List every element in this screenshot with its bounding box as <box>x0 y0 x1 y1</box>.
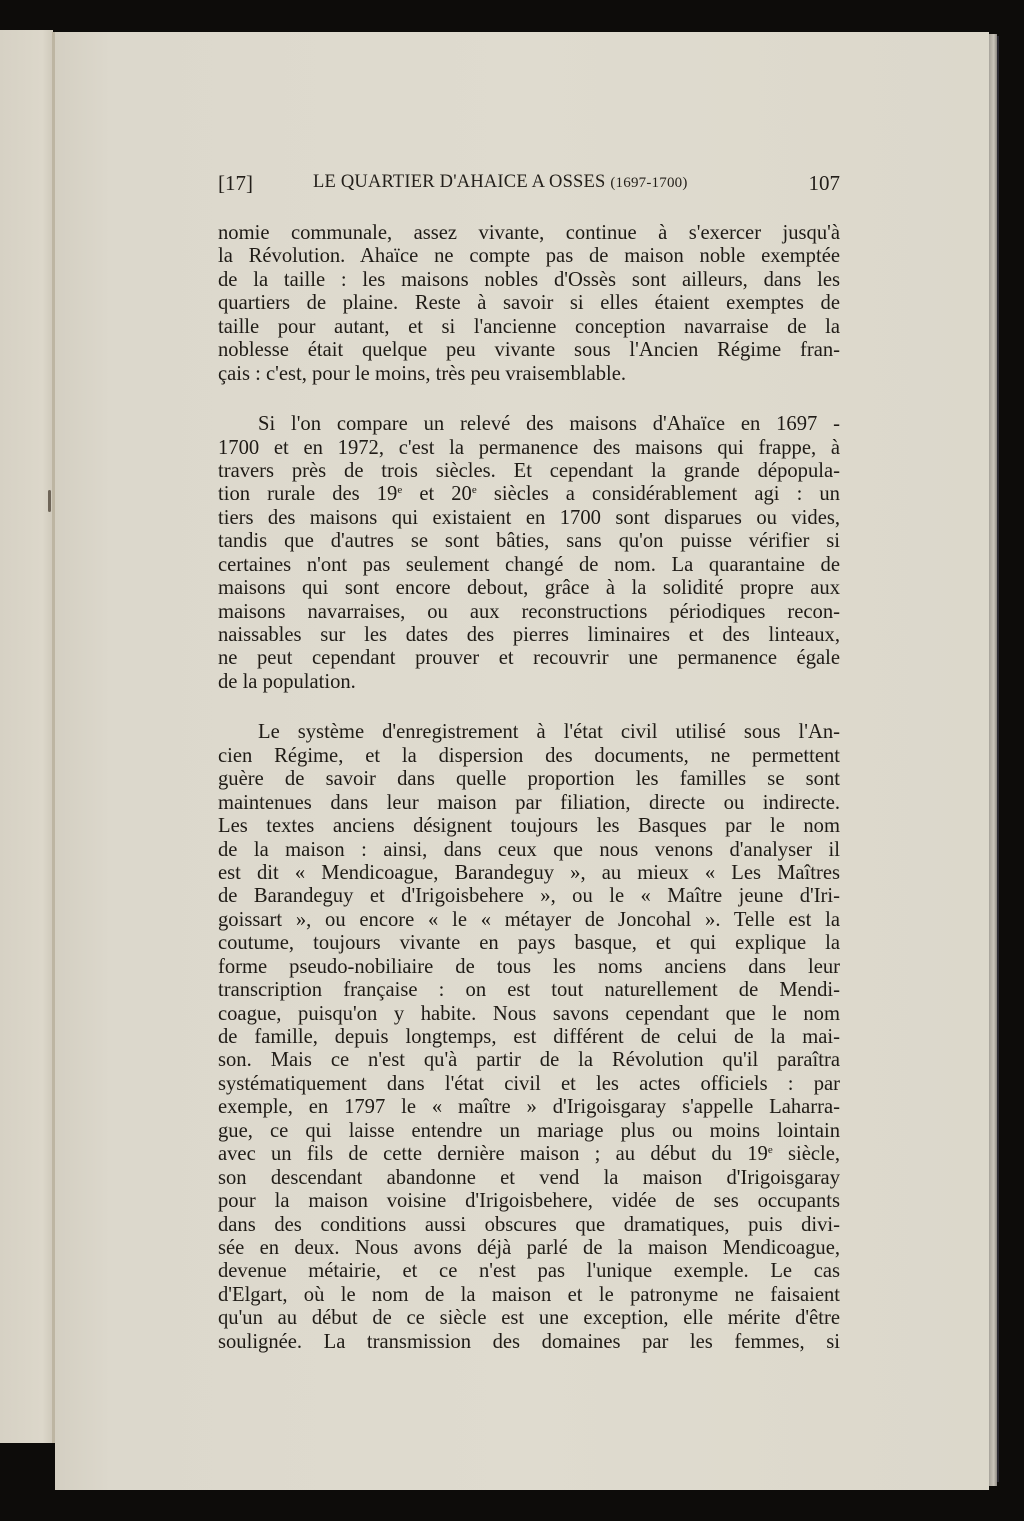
text-line: 1700 et en 1972, c'est la permanence des maisons qui frappe, à <box>218 436 840 459</box>
paragraph-gap <box>218 386 840 413</box>
paragraph <box>218 721 840 1354</box>
paragraph <box>218 222 840 386</box>
body-text <box>218 222 840 1354</box>
text-line: ne peut cependant prouver et recouvrir une permanence égale <box>218 647 840 670</box>
text-line: la Révolution. Ahaïce ne compte pas de maison noble exemptée <box>218 245 840 268</box>
text-line: çais : c'est, pour le moins, très peu vraisemblable. <box>218 362 627 385</box>
text-line: de la taille : les maisons nobles d'Ossès sont ailleurs, dans les <box>218 268 840 291</box>
text-line: naissables sur les dates des pierres liminaires et des linteaux, <box>218 624 840 646</box>
text-line: pour la maison voisine d'Irigoisbehere, vidée de ses occupants <box>218 1190 840 1213</box>
ordinal-superscript: e <box>471 484 477 497</box>
text-line: soulignée. La transmission des domaines par les femmes, si <box>218 1330 840 1353</box>
text-line: guère de savoir dans quelle proportion les familles se sont <box>218 768 840 791</box>
text-line: Si l'on compare un relevé des maisons d'Ahaïce en 1697 - <box>258 413 840 436</box>
text-line: coutume, toujours vivante en pays basque, et qui explique la <box>218 932 840 955</box>
section-number: [17] <box>218 171 253 195</box>
text-line: son descendant abandonne et vend la maison d'Irigoisgaray <box>218 1166 840 1189</box>
ordinal-superscript: e <box>767 1144 773 1157</box>
running-head <box>218 171 840 197</box>
text-line: de Barandeguy et d'Irigoisbehere », ou le « Maître jeune d'Iri- <box>218 885 840 908</box>
text-line: gue, ce qui laisse entendre un mariage plus ou moins lointain <box>218 1119 840 1142</box>
text-line: qu'un au début de ce siècle est une exception, elle mérite d'être <box>218 1307 840 1330</box>
text-line: de la population. <box>218 670 356 693</box>
text-line: sée en deux. Nous avons déjà parlé de la maison Mendicoague, <box>218 1236 840 1259</box>
text-line: est dit « Mendicoague, Barandeguy », au mieux « Les Maîtres <box>218 861 840 884</box>
text-line: tiers des maisons qui existaient en 1700 sont disparues ou vides, <box>218 506 840 529</box>
text-line: coague, puisqu'on y habite. Nous savons cependant que le nom <box>218 1002 840 1025</box>
running-title-years: (1697-1700) <box>610 175 688 191</box>
text-line: tandis que d'autres se sont bâties, sans qu'on puisse vérifier si <box>218 530 840 553</box>
text-line: systématiquement dans l'état civil et les actes officiels : par <box>218 1072 840 1095</box>
text-line: son. Mais ce n'est qu'à partir de la Révolution qu'il paraîtra <box>218 1049 840 1072</box>
text-line: maintenues dans leur maison par filiation, directe ou indirecte. <box>218 791 840 814</box>
text-line: d'Elgart, où le nom de la maison et le patronyme ne faisaient <box>218 1283 840 1306</box>
paragraph-gap <box>218 694 840 721</box>
text-line: transcription française : on est tout naturellement de Mendi- <box>218 979 840 1002</box>
text-line: Les textes anciens désignent toujours les Basques par le nom <box>218 815 840 838</box>
text-line: certaines n'ont pas seulement changé de nom. La quarantaine de <box>218 553 840 576</box>
facing-page-edge <box>0 30 53 1443</box>
text-line: taille pour autant, et si l'ancienne conception navarraise de la <box>218 315 840 338</box>
page-stack-edge <box>989 34 997 1486</box>
text-line: maisons qui sont encore debout, grâce à la solidité propre aux <box>218 577 840 600</box>
text-line: travers près de trois siècles. Et cependant la grande dépopula- <box>218 459 840 482</box>
text-line: noblesse était quelque peu vivante sous l'Ancien Régime fran- <box>218 339 840 362</box>
text-line: Le système d'enregistrement à l'état civil utilisé sous l'An- <box>258 721 840 744</box>
text-line: exemple, en 1797 le « maître » d'Irigoisgaray s'appelle Laharra- <box>218 1096 840 1119</box>
text-line: dans des conditions aussi obscures que dramatiques, puis divi- <box>218 1213 840 1236</box>
text-line: de famille, depuis longtemps, est différent de celui de la mai- <box>218 1026 840 1048</box>
text-line: tion rurale des 19e et 20e siècles a considérablement agi : un <box>218 483 840 506</box>
paragraph <box>218 413 840 694</box>
text-line: goissart », ou encore « le « métayer de Joncohal ». Telle est la <box>218 908 840 931</box>
text-line: forme pseudo-nobiliaire de tous les noms anciens dans leur <box>218 955 840 978</box>
page-number: 107 <box>808 171 840 195</box>
text-line: devenue métairie, et ce n'est pas l'unique exemple. Le cas <box>218 1260 840 1283</box>
ordinal-superscript: e <box>397 484 403 497</box>
page-edge-shadow <box>997 36 999 1482</box>
running-title-text: LE QUARTIER D'AHAICE A OSSES <box>313 172 606 192</box>
text-line: maisons navarraises, ou aux reconstructions périodiques recon- <box>218 600 840 623</box>
text-line: nomie communale, assez vivante, continue à s'exercer jusqu'à <box>218 222 840 244</box>
text-line: quartiers de plaine. Reste à savoir si elles étaient exemptes de <box>218 292 840 315</box>
text-line: avec un fils de cette dernière maison ; au début du 19e siècle, <box>218 1143 840 1166</box>
spine-blemish <box>48 490 51 512</box>
text-line: de la maison : ainsi, dans ceux que nous venons d'analyser il <box>218 838 840 861</box>
running-title <box>313 172 688 193</box>
text-line: cien Régime, et la dispersion des documents, ne permettent <box>218 744 840 767</box>
